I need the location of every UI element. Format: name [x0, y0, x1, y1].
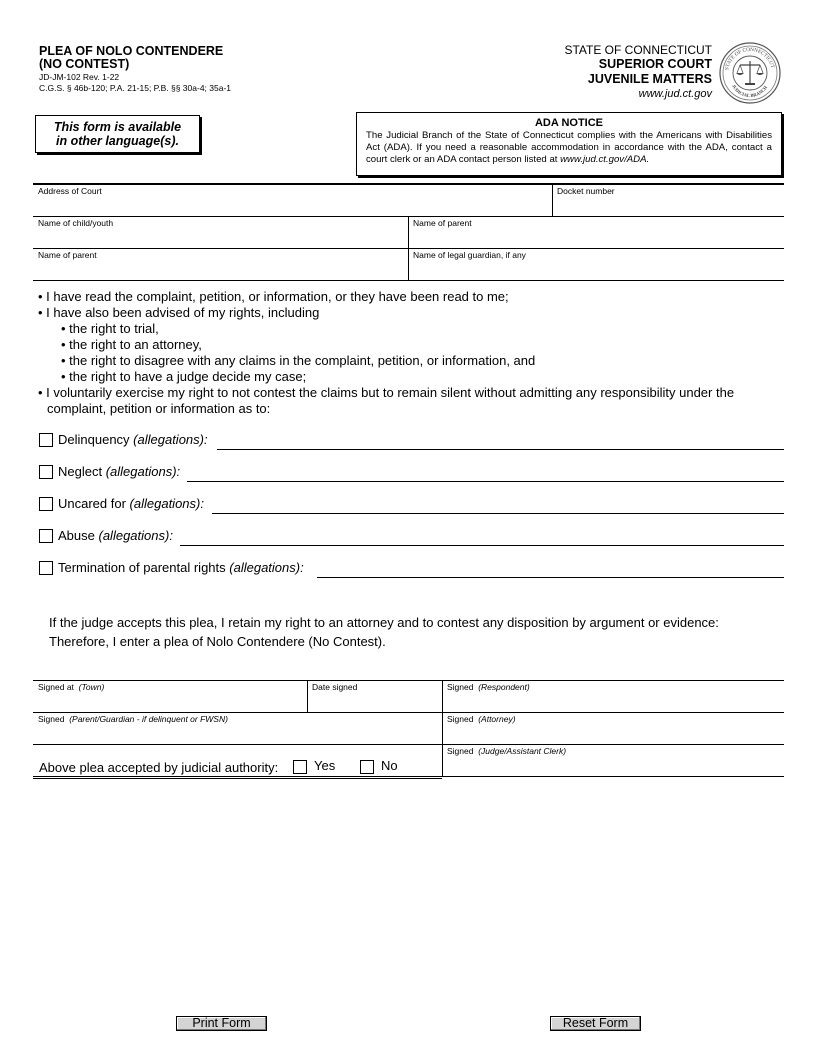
legal-guardian-field[interactable]: Name of legal guardian, if any	[413, 250, 526, 260]
parent-signature-field[interactable]: Signed (Parent/Guardian - if delinquent or FWSN)	[38, 714, 228, 724]
language-notice: This form is available in other language(s).	[35, 115, 200, 153]
right-judge: • the right to have a judge decide my case;	[61, 369, 307, 384]
court-name: SUPERIOR COURT	[598, 57, 712, 71]
division-name: JUVENILE MATTERS	[587, 72, 712, 86]
docket-number-field[interactable]: Docket number	[557, 186, 615, 196]
signed-at-field[interactable]: Signed at (Town)	[38, 682, 105, 692]
plea-statement: If the judge accepts this plea, I retain my right to an attorney and to contest any disposition by argument or evidence: Therefore, I enter a plea of Nolo Contendere (No Contest).	[49, 615, 719, 649]
print-form-button[interactable]: Print Form	[176, 1016, 267, 1031]
parent-name-field-2[interactable]: Name of parent	[38, 250, 97, 260]
termination-label: Termination of parental rights (allegations):	[58, 560, 304, 575]
reset-form-button[interactable]: Reset Form	[550, 1016, 641, 1031]
ada-text: The Judicial Branch of the State of Connecticut complies with the Americans with Disabilities Act (ADA). If you need a reasonable accommodation in accordance with the ADA, contact a court clerk or an ADA contact person listed at www.jud.ct.gov/ADA.	[366, 130, 772, 165]
right-disagree: • the right to disagree with any claims in the complaint, petition, or information, and	[61, 353, 536, 368]
svg-text:JUDICIAL BRANCH: JUDICIAL BRANCH	[730, 83, 769, 99]
abuse-allegations-input[interactable]	[180, 545, 784, 546]
child-name-field[interactable]: Name of child/youth	[38, 218, 114, 228]
termination-allegations-input[interactable]	[317, 577, 784, 578]
form-id: JD-JM-102 Rev. 1-22	[39, 72, 120, 82]
website: www.jud.ct.gov	[638, 88, 712, 100]
uncared-checkbox[interactable]	[39, 497, 53, 511]
judge-signature-field[interactable]: Signed (Judge/Assistant Clerk)	[447, 746, 567, 756]
svg-text:STATE OF CONNECTICUT: STATE OF CONNECTICUT	[724, 46, 776, 71]
ada-link[interactable]: www.jud.ct.gov/ADA.	[560, 154, 650, 165]
uncared-label: Uncared for (allegations):	[58, 496, 204, 511]
state-seal-icon	[718, 41, 782, 105]
parent-name-field-1[interactable]: Name of parent	[413, 218, 472, 228]
right-attorney: • the right to an attorney,	[61, 337, 202, 352]
delinquency-label: Delinquency (allegations):	[58, 432, 208, 447]
neglect-label: Neglect (allegations):	[58, 464, 181, 479]
form-title: PLEA OF NOLO CONTENDERE (NO CONTEST)	[39, 44, 224, 71]
delinquency-allegations-input[interactable]	[217, 449, 784, 450]
right-trial: • the right to trial,	[61, 321, 159, 336]
ada-title: ADA NOTICE	[534, 117, 604, 129]
neglect-allegations-input[interactable]	[187, 481, 784, 482]
state-name: STATE OF CONNECTICUT	[564, 43, 712, 57]
statement-advised: • I have also been advised of my rights, including	[38, 305, 320, 320]
respondent-signature-field[interactable]: Signed (Respondent)	[447, 682, 530, 692]
accepted-no-label: No	[381, 758, 398, 773]
attorney-signature-field[interactable]: Signed (Attorney)	[447, 714, 516, 724]
neglect-checkbox[interactable]	[39, 465, 53, 479]
abuse-checkbox[interactable]	[39, 529, 53, 543]
abuse-label: Abuse (allegations):	[58, 528, 173, 543]
accepted-yes-label: Yes	[314, 758, 336, 773]
accepted-label: Above plea accepted by judicial authority:	[39, 760, 279, 775]
uncared-allegations-input[interactable]	[212, 513, 784, 514]
termination-checkbox[interactable]	[39, 561, 53, 575]
court-header	[472, 43, 712, 102]
delinquency-checkbox[interactable]	[39, 433, 53, 447]
date-signed-field[interactable]: Date signed	[312, 682, 358, 692]
statement-exercise: • I voluntarily exercise my right to not contest the claims but to remain silent without admitting any responsibility under the	[38, 385, 735, 400]
statement-read: • I have read the complaint, petition, or information, or they have been read to me;	[38, 289, 509, 304]
ada-notice	[356, 112, 782, 176]
accepted-no-checkbox[interactable]	[360, 760, 374, 774]
accepted-yes-checkbox[interactable]	[293, 760, 307, 774]
statement-exercise-cont: complaint, petition or information as to:	[47, 401, 271, 416]
statutes: C.G.S. § 46b-120; P.A. 21-15; P.B. §§ 30a-4; 35a-1	[39, 83, 232, 93]
address-of-court-field[interactable]: Address of Court	[38, 186, 102, 196]
